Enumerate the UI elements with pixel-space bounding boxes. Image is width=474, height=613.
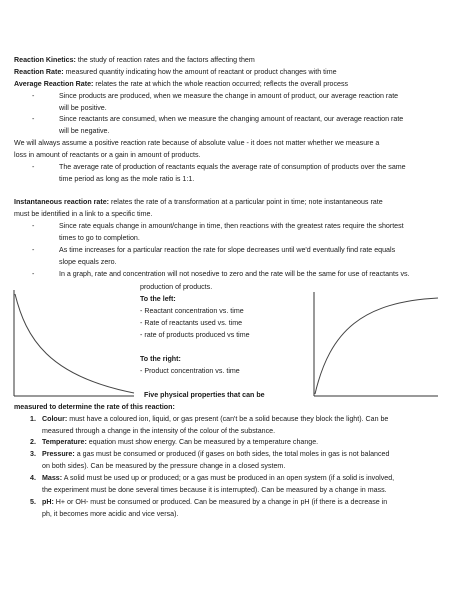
bullet-time-increases-line2: slope equals zero. (59, 258, 117, 266)
growth-curve (315, 298, 438, 394)
property-text: A solid must be used up or produced; or a gas must be produced in an open system (if a solid is involved, (62, 474, 395, 482)
bullet-dash: - (32, 246, 35, 254)
term-instantaneous-rate: Instantaneous reaction rate: (14, 198, 110, 206)
property-term: pH: (42, 498, 54, 506)
properties-heading-line2: measured to determine the rate of this reaction: (14, 403, 175, 411)
bullet-greatest-rates-line1: Since rate equals change in amount/change in time, then reactions with the greatest rates require the shortest (59, 222, 404, 230)
definition-average-rate (14, 80, 348, 89)
bullet-dash: - (32, 222, 35, 230)
property-ph-line2: ph, it becomes more acidic and vice versa). (42, 510, 179, 518)
text-instantaneous-rate-line2: must be identified in a link to a specific time. (14, 210, 153, 218)
bullet-reactants-line1: Since reactants are consumed, when we measure the changing amount of reactant, our average reaction rate (59, 115, 404, 123)
property-number: 1. (30, 415, 36, 423)
property-colour-line2: measured through a change in the intensity of the colour of the substance. (42, 427, 276, 435)
property-number: 3. (30, 450, 36, 458)
bullet-dash: - (32, 115, 35, 123)
bullet-dash: - (32, 163, 35, 171)
property-mass-line2: the experiment must be done several times because it is interrupted). Can be measured by a change in mass. (42, 486, 387, 494)
property-term: Colour: (42, 415, 68, 423)
property-temperature-line1 (42, 438, 318, 447)
bullet-graph-line1: In a graph, rate and concentration will not nosedive to zero and the rate will be the same for use of reactants vs. (59, 270, 410, 278)
property-text: must have a coloured ion, liquid, or gas present (can't be a solid because they block the light). Can be (67, 415, 389, 423)
text-reaction-kinetics: the study of reaction rates and the factors affecting them (75, 56, 255, 64)
bullet-reactants-line2: will be negative. (59, 127, 110, 135)
property-term: Temperature: (42, 438, 87, 446)
right-graph-heading: To the right: (140, 355, 181, 363)
left-graph-item: - Rate of reactants used vs. time (140, 319, 243, 327)
definition-reaction-rate (14, 68, 337, 77)
bullet-greatest-rates-line2: times to go to completion. (59, 234, 140, 242)
bullet-dash: - (32, 270, 35, 278)
text-reaction-rate: measured quantity indicating how the amount of reactant or product changes with time (63, 68, 337, 76)
property-text: equation must show energy. Can be measured by a temperature change. (86, 438, 319, 446)
bullet-time-increases-line1: As time increases for a particular reaction the rate for slope decreases until we'd eventually find rate equals (59, 246, 396, 254)
term-average-rate: Average Reaction Rate: (14, 80, 94, 88)
property-number: 2. (30, 438, 36, 446)
property-term: Mass: (42, 474, 63, 482)
property-colour-line1 (42, 415, 388, 424)
term-reaction-kinetics: Reaction Kinetics: (14, 56, 76, 64)
properties-heading-line1: Five physical properties that can be (144, 391, 265, 399)
product-concentration-graph (308, 290, 442, 400)
term-reaction-rate: Reaction Rate: (14, 68, 64, 76)
bullet-mole-ratio-line2: time period as long as the mole ratio is 1:1. (59, 175, 195, 183)
left-graph-item: - Reactant concentration vs. time (140, 307, 244, 315)
property-number: 4. (30, 474, 36, 482)
right-graph-item: - Product concentration vs. time (140, 367, 240, 375)
property-mass-line1 (42, 474, 394, 483)
text-average-rate: relates the rate at which the whole reaction occurred; reflects the overall process (93, 80, 349, 88)
reactant-concentration-graph (8, 288, 138, 400)
positive-rate-note-line1: We will always assume a positive reaction rate because of absolute value - it does not matter whether we measure a (14, 139, 380, 147)
left-graph-item: - rate of products produced vs time (140, 331, 250, 339)
bullet-products-line1: Since products are produced, when we measure the change in amount of product, our average reaction rate (59, 92, 399, 100)
property-pressure-line2: on both sides). Can be measured by the pressure change in a closed system. (42, 462, 286, 470)
text-instantaneous-rate-line1: relates the rate of a transformation at a particular point in time; note instantaneous rate (109, 198, 383, 206)
decay-curve (15, 294, 134, 393)
property-text: H+ or OH- must be consumed or produced. Can be measured by a change in pH (if there is a decrease in (53, 498, 388, 506)
property-text: a gas must be consumed or produced (if gases on both sides, the total moles in gas is not balanced (74, 450, 390, 458)
definition-reaction-kinetics (14, 56, 255, 65)
bullet-graph-line2: production of products. (140, 283, 213, 291)
bullet-mole-ratio-line1: The average rate of production of reactants equals the average rate of consumption of products over the same (59, 163, 406, 171)
property-ph-line1 (42, 498, 387, 507)
positive-rate-note-line2: loss in amount of reactants or a gain in amount of products. (14, 151, 201, 159)
definition-instantaneous-rate (14, 198, 383, 207)
property-number: 5. (30, 498, 36, 506)
property-pressure-line1 (42, 450, 389, 459)
bullet-dash: - (32, 92, 35, 100)
left-graph-heading: To the left: (140, 295, 176, 303)
bullet-products-line2: will be positive. (59, 104, 107, 112)
property-term: Pressure: (42, 450, 75, 458)
